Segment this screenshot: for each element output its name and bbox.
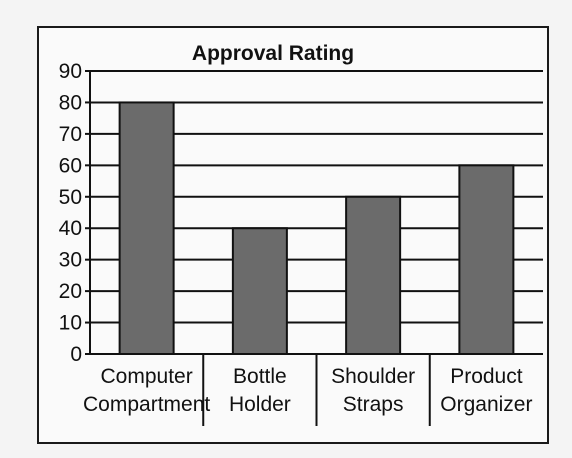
bar-1 — [233, 228, 287, 354]
y-tick-label: 0 — [70, 343, 82, 366]
category-label-line: Straps — [342, 393, 404, 416]
y-tick-labels — [59, 60, 82, 366]
x-category-label — [83, 365, 210, 416]
bar-3 — [459, 165, 513, 354]
y-tick-label: 50 — [58, 185, 82, 209]
y-tick-label: 10 — [58, 311, 82, 335]
bar-2 — [346, 197, 400, 354]
x-category-label — [331, 365, 415, 416]
x-category-labels — [83, 365, 532, 416]
x-category-label — [440, 365, 532, 416]
y-tick-label: 90 — [58, 60, 82, 83]
category-label-line: Bottle — [233, 365, 287, 388]
y-tick-label: 60 — [58, 154, 82, 178]
category-label-line: Organizer — [440, 393, 533, 416]
category-label-line: Product — [450, 365, 523, 388]
y-tick-label: 20 — [58, 280, 82, 304]
y-tick-label: 40 — [58, 217, 82, 241]
category-label-line: Holder — [228, 393, 291, 416]
bar-0 — [120, 102, 174, 354]
y-tick-label: 70 — [58, 122, 82, 146]
chart-title: Approval Rating — [191, 42, 355, 65]
bar-chart — [39, 28, 551, 446]
category-label-line: Computer — [100, 365, 193, 388]
category-label-line: Shoulder — [331, 365, 416, 388]
y-tick-label: 80 — [58, 91, 82, 115]
x-category-label — [229, 365, 291, 416]
category-label-line: Compartment — [83, 393, 211, 416]
y-tick-label: 30 — [58, 248, 82, 272]
chart-figure — [37, 26, 549, 444]
